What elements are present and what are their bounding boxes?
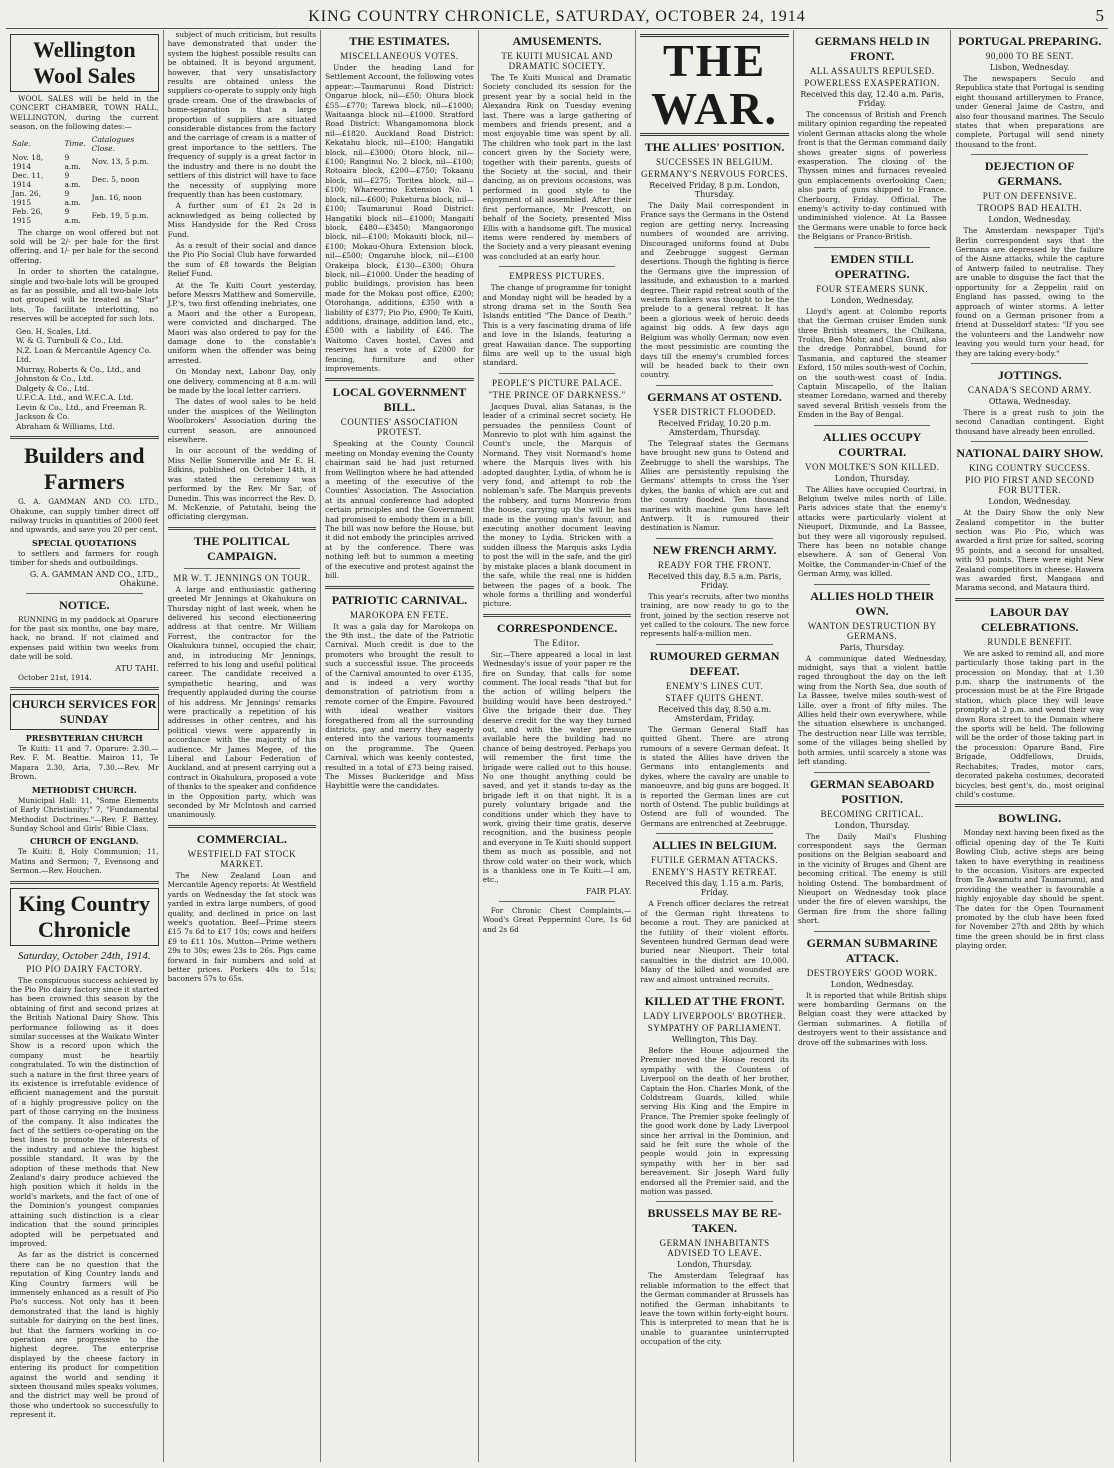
- peoples-body: Jacques Duval, alias Satanas, is the leader of a criminal secret society. He persuades the penniless Count of Monrevio to plot with him against the Count's uncle, the Marquis of Normand. They visit Normand's home where the Marquis lives with his adopted daughter, Lydia, of whom he is very fond, and attempt to rob the nobleman's safe. The Marquis prevents the robbery, and turns Monrevio from the house, carrying up the will he has made in the young man's favour, and executing another document leaving the money to Lydia. Stricken with a sudden illness the Marquis asks Lydia to post the will in the safe, and the girl by mistake places a blank document in the safe, while the real one is hidden between the pages of a book. The whole forms a thrilling and wonderful picture.: [482, 401, 632, 609]
- divider: [814, 425, 931, 426]
- emden-body: Lloyd's agent at Colombo reports that the German cruiser Emden sunk three British steamers, the Chilkana, Troilus, Ben Mohr, and Clan Grant, also the dredge Ponrabbel, bound for Tasmania, and captured the steamer Exford, 150 miles south-west of Cochin, on the south-west coast of India. Captain Miscapello, of the Italian steamer Loredano, warned and thereby saved several British vessels from the Emden in the Bay of Bengal.: [797, 306, 947, 420]
- commercial-heading: COMMERCIAL.: [196, 831, 288, 846]
- held-heading: GERMANS HELD IN FRONT.: [814, 34, 930, 63]
- divider: [499, 373, 616, 374]
- church-section-body: Te Kuiti: 8, Holy Communion; 11, Matins and Sermon; 7, Evensong and Sermon.—Rev. Houchen.: [10, 847, 159, 876]
- correspondence-signature: FAIR PLAY.: [586, 886, 632, 896]
- dateline: Received this day, 12.40 a.m. Paris, Friday.: [800, 90, 945, 108]
- rumoured-sub: ENEMY'S LINES CUT.: [666, 680, 764, 691]
- builders-ad: [10, 443, 159, 587]
- list-item: Levin & Co., Ltd., and Freeman R. Jackson & Co.: [16, 402, 147, 422]
- held-sub: ALL ASSAULTS REPULSED.: [809, 66, 935, 76]
- chronicle-date: Saturday, October 24th, 1914.: [17, 949, 151, 962]
- dateline: Received this day, 1.15 a.m. Paris, Friday.: [645, 879, 784, 898]
- divider: [814, 247, 931, 248]
- list-item: Geo. H. Scales, Ltd.: [16, 326, 92, 336]
- divider: [656, 1201, 773, 1202]
- local-govt-sub: COUNTIES' ASSOCIATION PROTEST.: [340, 417, 459, 438]
- wool-sales-para: In order to shorten the catalogue, single and two-bale lots will be grouped as far as possible, and all two-bale lots not grouped will be treated as "Star" lots. To facilitate interlotting, no reserves will be accepted for such lots.: [10, 267, 159, 324]
- rumoured-defeat: [640, 649, 789, 828]
- columns: [6, 30, 1108, 1462]
- war-body: The Daily Mail correspondent in France says the Germans in the Ostend region are getting nervy. Increasing numbers of wounded are arriving. Discouraged uniforms found at Dubs and Zeebrugge suggest German desertions. Though the fighting is fierce the Germans give the impression of lassitude, and exhaustion to a marked degree. Their rapid retreat south of the western flankers was thought to be the prelude to a general retreat. It has been a glorious week of heroic deeds against big odds. A few days ago Belgium was wholly German; now even the most pessimistic are counting the days till the enemy's crumbled forces will be headed back to their own country.: [640, 201, 789, 380]
- estimates-sub: MISCELLANEOUS VOTES.: [340, 51, 459, 61]
- dateline: Received Friday, 8 p.m. London, Thursday.: [649, 181, 780, 199]
- church-section-title: METHODIST CHURCH.: [31, 784, 137, 795]
- seaboard-heading: GERMAN SEABOARD POSITION.: [810, 776, 935, 806]
- catalogue-close: Dec. 5, noon: [91, 175, 140, 185]
- column-1: [6, 30, 164, 1462]
- local-para: In our account of the wedding of Miss Nellie Somerville and Mr E. H. Edkins, published on October 14th, it was stated the ceremony was performed by the Rev. Mr Sar, of Dunedin. This was incorrect the Rev. D. M. McKenzie, of Patutahi, being the officiating clergyman.: [167, 446, 317, 522]
- dejection-of-germans: [955, 159, 1104, 358]
- notice-date: October 21st, 1914.: [18, 672, 92, 682]
- divider: [26, 593, 143, 594]
- correspondence: [483, 621, 632, 896]
- church-section-body: Municipal Hall: 11, "Some Elements of Early Christianity;" 7, "Fundamental Methodist Doctrines."—Rev. F. Battey. Sunday School and Girls' Bible Class.: [10, 795, 159, 833]
- sale-time: 9 a.m.: [64, 152, 81, 171]
- notice: [10, 598, 159, 682]
- correspondence-heading: CORRESPONDENCE.: [496, 620, 618, 635]
- church-section-title: CHURCH OF ENGLAND.: [30, 836, 139, 847]
- amusements-body: The Te Kuiti Musical and Dramatic Society concluded its session for the present year by a social held in the Alexandra Rink on Tuesday evening last. There was a large gathering of members and friends present, and a most enjoyable time was spent by all. The children who took part in the last concert given by the Society were, together with their parents, guests of the Society at the social, and their dancing, as on previous occasions, was performed in good style to the enjoyment of all assembled. After their first performance, Mr Prescott, on behalf of the Society, presented Miss Ellis with a handsome gift. The musical items were rendered by members of the Society and a very pleasant evening was concluded at an early hour.: [482, 73, 632, 261]
- patriotic-carnival: [325, 593, 474, 791]
- editorial-para: The conspicuous success achieved by the Pio Pio dairy factory since it started has been crowned this season by the obtaining of first and second prizes at the British National Dairy Show. This performance following as it does similar successes at the Waikato Winter Show is a record upon which the company must be heartily congratulated. To win the distinction of such a nature in the first three years of its existence is irrefutable evidence of efficient management and the pursuit of a highly progressive policy on the part of those carrying on the business of the company. It also indicates the fact of the settlers co-operating on the best lines to promote the interests of the industry and achieve the highest possible standard. It was by the adoption of these methods that New Zealand's dairy produce achieved the high position which it holds in the world's markets, and the fact of one of the Dominion's youngest companies attaining such distinction is a clear indication that the sound principles adopted will be perpetuated and improved.: [10, 975, 159, 1248]
- divider: [499, 901, 616, 902]
- submarine-sub: DESTROYERS' GOOD WORK.: [806, 967, 938, 978]
- emden-sub: FOUR STEAMERS SUNK.: [816, 283, 929, 294]
- new-french-army: [640, 543, 789, 639]
- killed-heading: KILLED AT THE FRONT.: [644, 993, 785, 1008]
- divider: [168, 825, 317, 828]
- peoples-picture-palace: [483, 378, 632, 609]
- brussels-sub: GERMAN INHABITANTS ADVISED TO LEAVE.: [659, 1238, 770, 1259]
- local-para: As a result of their social and dance the Pio Pio Social Club have forwarded the sum of £8 towards the Belgian Relief Fund.: [167, 240, 317, 279]
- seaboard-sub: BECOMING CRITICAL.: [820, 808, 924, 819]
- dateline: London, Wednesday.: [830, 295, 914, 305]
- dejection-body: The Amsterdam newspaper Tijd's Berlin correspondent says that the Germans are depressed by the failure of the Aisne attacks, while the capture of Antwerp failed to neutralise. They are unable to disguise the fact that the opportunity for a Zeppelin raid on England has passed, owing to the approach of winter storms. A letter found on a German prisoner from a friend at Dusseldorf states: "If you see the volunteers and the Landwehr now leaving you would turn your head, for they are taking every-body.": [955, 226, 1105, 358]
- list-item: N.Z. Loan & Mercantile Agency Co. Ltd.: [16, 345, 152, 365]
- labour-body: We are asked to remind all, and more particularly those taking part in the procession on Monday, that at 1.30 p.m. sharp the instruments of the procession must be at the Fire Brigade station, which place they will leave promptly at 2 p.m. and wend their way down Rora street to the Domain where the sports will be held. The following will be the order of those taking part in the procession: Oparure Band, Fire Brigade, Oddfellows, Druids, Rechabites, Trades, motor cars, decorated pakeha costumes, decorated bicycles, best gent's, do., most original child's costume.: [955, 648, 1105, 799]
- table-row: [10, 153, 159, 171]
- sale-date: Nov. 18, 1914: [12, 152, 44, 171]
- masthead-title: KING COUNTRY CHRONICLE, SATURDAY, OCTOBER 24, 1914: [308, 8, 806, 25]
- killed-at-front: [640, 994, 789, 1197]
- wool-sales-heading: Wellington Wool Sales: [10, 34, 159, 92]
- patriotic-sub: MAROKOPA EN FETE.: [349, 609, 449, 620]
- brussels-body: The Amsterdam Telegraaf has reliable information to the effect that the German commander at Brussels has notified the German inhabitants to leave the town within forty-eight hours. This is interpreted to mean that he is unable to guarantee uninterrupted occupation of the city.: [640, 1271, 789, 1347]
- catalogue-close: Jan. 16, noon: [91, 193, 142, 203]
- page-number: 5: [1095, 6, 1104, 25]
- ostend-heading: GERMANS AT OSTEND.: [647, 389, 782, 404]
- special-heading: SPECIAL QUOTATIONS: [32, 537, 137, 548]
- jottings: [955, 368, 1104, 436]
- submarine-body: It is reported that while British ships were bombarding Germans on the Belgian coast they were attacked by German submarines. A flotilla of destroyers went to their assistance and drove off the submarines with loss.: [797, 990, 947, 1047]
- column-2: [164, 30, 322, 1462]
- dairy-sub: KING COUNTRY SUCCESS.: [969, 463, 1091, 474]
- builders-body: G. A. GAMMAN AND CO. LTD., Ohakune, can supply timber direct off railway trucks in quantities of 2000 feet and upwards, and save you 20 per cent.: [10, 497, 159, 535]
- political-campaign: [168, 534, 317, 820]
- killed-sub2: SYMPATHY OF PARLIAMENT.: [647, 1022, 782, 1033]
- dejection-heading: DEJECTION OF GERMANS.: [984, 159, 1075, 189]
- seaboard-body: The Daily Mail's Flushing correspondent says the German positions on the Belgian seaboard and in the vicinity of Bruges and Ghent are becoming critical. The enemy is still holding Ostend. The bombardment of Nieuport on Wednesday took place under the fire of eleven warships, the German fire from the shore falling short.: [797, 831, 947, 926]
- belgium-sub: FUTILE GERMAN ATTACKS.: [651, 855, 779, 866]
- portugal-body: The newspapers Seculo and Republica state that Portugal is sending eight thousand artillerymen to France, under General Jaime de Castro, and also four thousand marines. The Seculo states that when preparations are complete, Portugal will send ninety thousand to the front.: [955, 74, 1105, 149]
- germans-at-ostend: [640, 390, 789, 533]
- sale-time: 9 a.m.: [64, 188, 81, 207]
- editorial-title: PIO PIO DAIRY FACTORY.: [26, 963, 143, 974]
- germans-held: [798, 34, 947, 242]
- emden-heading: EMDEN STILL OPERATING.: [830, 251, 914, 281]
- dateline: London, Wednesday.: [988, 215, 1072, 225]
- peoples-sub: "THE PRINCE OF DARKNESS.": [488, 389, 626, 400]
- new-army-sub: READY FOR THE FRONT.: [657, 559, 772, 570]
- brussels-retaken: [640, 1206, 789, 1346]
- political-body: A large and enthusiastic gathering greeted Mr Jennings at Okahukura on Thursday night of last week, when he delivered his second electioneering address at that centre. Mr William Forrest, the contractor for the Okahukura tunnel, occupied the chair, and, in introducing Mr Jennings, referred to his long and useful political career. The candidate received a sympathetic hearing, and was frequently applauded during the course of his address. Mr Jennings' remarks were practically a repetition of his addresses in other centres, and his political views were apparently in accordance with the majority of his audience. Mr James Megee, of the Liberal and Labour Federation of Auckland, and at present carrying out a contract in Okahukura, proposed a vote of thanks to the speaker and confidence in the Opposition party, which was seconded by Mr McIntosh and carried unanimously.: [167, 584, 317, 820]
- sale-date: Feb. 26, 1915: [12, 206, 43, 225]
- divider: [971, 363, 1088, 364]
- dairy-sub2: PIO PIO FIRST AND SECOND FOR BUTTER.: [965, 475, 1095, 496]
- list-item: Dalgety & Co., Ltd.: [16, 383, 90, 393]
- catalogue-close: Feb. 19, 5 p.m.: [91, 211, 149, 221]
- dateline: Paris, Thursday.: [839, 642, 905, 652]
- commercial-sub: WESTFIELD FAT STOCK MARKET.: [187, 848, 297, 869]
- table-row: [10, 171, 159, 189]
- divider: [10, 881, 159, 884]
- estimates-heading: THE ESTIMATES.: [349, 34, 450, 48]
- political-sub: MR W. T. JENNINGS ON TOUR.: [173, 572, 311, 583]
- war-news: [640, 34, 789, 380]
- builders-signature: G. A. GAMMAN AND CO., LTD., Ohakune.: [29, 569, 159, 588]
- allies-in-belgium: [640, 838, 789, 984]
- rumoured-body: The German General Staff has quitted Ghent. There are strong rumours of a severe German defeat. It is stated the Allies have driven the Germans into entanglements and dykes, where the cavalry are unable to manoeuvre, and big guns are bogged. It is reported the German lines are cut north of Ostend. The public buildings at Ostend are full of wounded. The Germans are entrenched at Zeebrugge.: [640, 724, 789, 828]
- dateline: Lisbon, Wednesday.: [990, 63, 1070, 72]
- divider: [656, 833, 773, 834]
- divider: [955, 804, 1104, 807]
- column-3: [321, 30, 479, 1462]
- new-army-body: This year's recruits, after two months training, are now ready to go to the front, joined by the section reserve not yet called to the colours. The new force represents half-a-million men.: [640, 591, 789, 639]
- table-row: [10, 189, 159, 207]
- occupy-sub: VON MOLTKE'S SON KILLED.: [805, 461, 940, 472]
- bowling-body: Monday next having been fixed as the official opening day of the Te Kuiti Bowling Club, active steps are being taken to have everything in readiness to the occasion. Visitors are expected from Te Awamutu and Taumarunui, and providing the weather is favourable a highly enjoyable day should be spent. The dates for the Open Tournament promoted by the club have been fixed for November 27th and 28th by which time the green should be in first class playing order.: [955, 828, 1105, 951]
- divider: [10, 436, 159, 439]
- dairy-heading: NATIONAL DAIRY SHOW.: [956, 446, 1104, 461]
- sales-header: Time.: [64, 139, 86, 149]
- special-body: to settlers and farmers for rough timber for sheds and outbuildings.: [10, 548, 159, 568]
- political-heading: THE POLITICAL CAMPAIGN.: [194, 533, 290, 563]
- rumoured-sub2: STAFF QUITS GHENT.: [665, 692, 764, 703]
- list-item: Abraham & Williams, Ltd.: [16, 421, 115, 431]
- peppermint-cure-ad: For Chronic Chest Complaints,—Wood's Great Peppermint Cure, 1s 6d and 2s 6d: [482, 905, 632, 934]
- correspondence-to: The Editor.: [534, 637, 581, 648]
- amusements: [483, 34, 632, 261]
- divider: [656, 644, 773, 645]
- portugal-preparing: [955, 34, 1104, 149]
- catalogue-close: Nov. 13, 5 p.m.: [91, 157, 149, 167]
- sales-header: Catalogues Close.: [91, 134, 135, 153]
- dateline: Received this day, 8.50 a.m. Amsterdam, Friday.: [657, 704, 772, 723]
- dateline: London, Wednesday.: [988, 497, 1072, 507]
- jottings-sub: CANADA'S SECOND ARMY.: [967, 384, 1092, 395]
- correspondence-body: Sir,—There appeared a local in last Wednesday's issue of your paper re the fire on Sunday, that calls for some comment. The local reads "that but for the action of willing helpers the building would have been destroyed." Give the brigade their due. They deserve credit for the way they turned out, and with the water pressure available here the building had no chance of being destroyed. Perhaps you will remember the first time the brigade were called out to this house. No one thought anything could be saved, and yet it stands to-day as the brigade left it on that night. It is a purely voluntary brigade and the conditions under which they have to work, giving their time gratis, deserve recognition, and the business people and everyone in Te Kuiti should support them as much as possible, and not throw cold water on their work, which is a thankless one in Te Kuiti.—I am, etc.,: [482, 649, 632, 885]
- patriotic-heading: PATRIOTIC CARNIVAL.: [331, 592, 468, 607]
- portugal-sub: 90,000 TO BE SENT.: [985, 51, 1074, 61]
- rumoured-heading: RUMOURED GERMAN DEFEAT.: [649, 648, 780, 678]
- table-row: [10, 207, 159, 225]
- dateline: London, Wednesday.: [830, 979, 914, 989]
- killed-body: Before the House adjourned the Premier moved the House record its sympathy with the Countess of Liverpool on the death of her brother, Captain the Hon. Charles Monk, of the Coldstream Guards, killed while serving His King and the Empire in France. The Premier spoke feelingly of the good work done by Lady Liverpool since her arrival in the Dominion, and said he felt sure the whole of the people would join in expressing sympathy with her in her sad bereavement. Sir Joseph Ward fully endorsed all the Premier said, and the motion was passed.: [640, 1045, 789, 1197]
- notice-heading: NOTICE.: [59, 597, 110, 612]
- wool-sales-ad: [10, 34, 159, 431]
- commercial: [168, 832, 317, 984]
- divider: [184, 568, 301, 569]
- war-sub2: SUCCESSES IN BELGIUM.: [655, 157, 774, 167]
- list-item: W. & G. Turnbull & Co., Ltd.: [16, 336, 124, 346]
- notice-signature: ATU TAHI.: [115, 663, 159, 673]
- belgium-heading: ALLIES IN BELGIUM.: [652, 838, 777, 853]
- empress-heading: EMPRESS PICTURES.: [509, 271, 605, 282]
- allies-hold-own: [798, 589, 947, 767]
- dateline: Ottawa, Wednesday.: [988, 396, 1071, 406]
- firm-list: [10, 327, 159, 432]
- new-army-heading: NEW FRENCH ARMY.: [652, 542, 777, 557]
- amusements-heading: AMUSEMENTS.: [512, 34, 602, 48]
- column-5: [636, 30, 794, 1462]
- labour-day: [955, 605, 1104, 800]
- allies-occupy-courtrai: [798, 430, 947, 579]
- dateline: Wellington, This Day.: [671, 1034, 758, 1044]
- church-services: [10, 694, 159, 875]
- bowling-heading: BOWLING.: [998, 811, 1062, 826]
- national-dairy-show: [955, 446, 1104, 593]
- divider: [971, 154, 1088, 155]
- local-para: subject of much criticism, but results have demonstrated that under the system the highest possible results can be obtained. It is beyond argument, however, that very unsatisfactory results are obtained unless the suppliers co-operate to supply only high grade cream. One of the drawbacks of home-separation is that a large proportion of suppliers are situated considerable distances from the factory and the carriage of cream is a matter of great importance to the settlers. The frequency of supply is a great factor in the industry and there is no doubt the settlers of this district will have to face the necessity of supplying more frequently than has been customary.: [167, 30, 317, 199]
- church-section-title: PRESBYTERIAN CHURCH: [25, 733, 143, 744]
- war-sub3: GERMANY'S NERVOUS FORCES.: [641, 169, 789, 179]
- divider: [168, 527, 317, 530]
- estimates: [325, 34, 474, 373]
- labour-heading: LABOUR DAY CELEBRATIONS.: [981, 604, 1079, 634]
- divider: [656, 385, 773, 386]
- jottings-body: There is a great rush to join the second Canadian contingent. Eight thousand have already been enrolled.: [955, 407, 1105, 436]
- local-notes: [168, 30, 317, 522]
- divider: [325, 586, 474, 589]
- divider: [814, 931, 931, 932]
- patriotic-body: It was a gala day for Marokopa on the 9th inst., the date of the Patriotic Carnival. Much credit is due to the promoters who brought the result to such a successful issue. The proceeds of the Carnival amounted to over £135, and is indeed a very worthy demonstration of patriotism from a remote corner of the Empire. Favoured with ideal weather visitors foregathered from all the surrounding districts, gay and merry they eagerly entered into the various tournaments on the programme. The Queen Carnival, which was keenly contested, resulted in a total of £73 being raised. The Misses Buckeridge and Miss Haybittle were the candidates.: [325, 621, 474, 791]
- divider: [325, 378, 474, 381]
- sale-time: 9 a.m.: [64, 206, 81, 225]
- masthead: [6, 4, 1108, 29]
- notice-body: RUNNING in my paddock at Oparure for the past six months, one bay mare, hack, no brand. If not claimed and expenses paid within two weeks from date will be sold.: [10, 614, 159, 662]
- dairy-body: At the Dairy Show the only New Zealand competitor in the butter section was Pio Pio, which was awarded a first prize for salted, scoring 95 points, and a second for unsalted, with 93 points. There were eight New Zealand competitors in cheese. Hawera was awarded first, Mangaoa and Marama second, and Mataura third.: [955, 508, 1105, 593]
- dejection-sub2: TROOPS BAD HEALTH.: [977, 203, 1082, 214]
- ostend-body: The Telegraaf states the Germans have brought new guns to Ostend and Zeebrugge to shell the warships. The Allies are persistently repulsing the Germans' attempts to cross the Yser dykes, the banks of which are cut and the country flooded. Ten thousand marines with machine guns have left Antwerp. It is rumoured their destination is Namur.: [640, 438, 789, 533]
- local-government-bill: [325, 385, 474, 580]
- church-section-body: Te Kuiti: 11 and 7. Oparure: 2.30.—Rev. F. M. Beattie. Mairoa 11, Te Mapara 2.30, Aria, 7.30.—Rev. Mr Brown.: [10, 744, 159, 782]
- local-para: The dates of wool sales to be held under the auspices of the Wellington Woolbrokers' Association during the current season, are announced elsewhere.: [167, 397, 317, 445]
- wool-sales-para: The charge on wool offered but not sold will be 2/- per bale for the first offering, and 1/- per bale for the second offering.: [10, 227, 159, 265]
- peoples-heading: PEOPLE'S PICTURE PALACE.: [491, 377, 623, 388]
- column-7: [951, 30, 1108, 1462]
- german-seaboard: [798, 777, 947, 926]
- divider: [483, 614, 632, 617]
- divider: [656, 538, 773, 539]
- local-para: At the Te Kuiti Court yesterday, before Messrs Matthew and Somerville, J.P.'s, two first offending inebriates, one a Maori and the other a European, were convicted and discharged. The Maori was also ordered to pay for the damage done to the constable's uniform when the offender was being arrested.: [167, 280, 317, 365]
- divider: [814, 584, 931, 585]
- german-submarine: [798, 936, 947, 1047]
- sales-header: Sale.: [12, 139, 31, 149]
- local-para: A further sum of £1 2s 2d is acknowledged as being collected by Miss Handyside for the Red Cross Fund.: [167, 201, 317, 239]
- jottings-heading: JOTTINGS.: [997, 367, 1062, 382]
- column-4: [479, 30, 637, 1462]
- builders-heading: Builders and Farmers: [24, 443, 145, 495]
- dateline: London, Thursday.: [834, 820, 910, 830]
- hold-body: A communique dated Wednesday, midnight, says that a violent battle raged throughout the day on the left wing from the North Sea, due south of La Bassee, twelve miles south-west of Lille, over a front of fifty miles. The Allies held their own everywhere, while the situation elsewhere is unchanged. The destruction near Lille was terrible, some of the villages being shelled by both armies, until scarcely a stone was left standing.: [797, 653, 947, 767]
- commercial-body: The New Zealand Loan and Mercantile Agency reports: At Westfield yards on Wednesday the fat stock was yarded in extra large numbers, of good quality, and declined in price on last week's quotation. Beef—Prime steers £15 7s 6d to £17 10s; cows and heifers £9 to £11 10s. Mutton—Prime wethers 29s to 30s; ewes 23s to 26s. Pigs came forward in fair numbers and sold at better prices. Porkers 40s to 51s; baconers 57s to 65s.: [167, 870, 317, 984]
- sale-date: Dec. 11, 1914: [12, 170, 44, 189]
- empress-pictures: [483, 271, 632, 368]
- brussels-heading: BRUSSELS MAY BE RE-TAKEN.: [647, 1206, 782, 1236]
- dateline: Received this day, 8.5 a.m. Paris, Friday.: [647, 571, 782, 590]
- held-sub2: POWERLESS EXASPERATION.: [804, 78, 940, 88]
- column-6: [794, 30, 952, 1462]
- bowling: [955, 811, 1104, 950]
- submarine-heading: GERMAN SUBMARINE ATTACK.: [806, 935, 938, 965]
- divider: [814, 772, 931, 773]
- estimates-body: Under the heading Land for Settlement Account, the following votes appear:—Taumarunui Road District: Ongarue block, nil—£50; Ohura block £55—£770; Tarewa block, nil—£1000; Waitaanga block nil—£1000. Stratford Road District: Whangamomona block nil—£1820. Auckland Road District: Kekatahu block, nil—£100; Hangatiki block, nil—£3000; Otoro block, nil—£100; Ranginui No. 2 block, nil—£100; Rotoaira block, £200—£750; Tokaanu block, nil—£275; Toriteа block, nil—£100; Whareorino Extension No. 1 block, nil—£600; Puketurua block, nil—£100; Taumarunui Road District: Hangatiki block nil—£1000; Mangaiti block, £480—£3450; Mangaorongo block, nil—£100; Mokauiti block, nil—£100; Mokau-Ohura Extension block, nil—£500; Ongaruhe block, nil—£100 Orakeipa block, £130—£300; Ohura block, nil—£1000. Under the heading of public buildings, provision has been made for the Mokau post office, £200; Otorohanga, additions, £350 with a liability of £377; Pio Pio, £900; Te Kuiti, additions, drainage, addition land, etc., £500 with a liability of £46. The Waitomo Caves hostel, Caves and reserves has a vote of £2000 for fencing, furniture and other improvements.: [325, 63, 474, 373]
- sale-time: 9 a.m.: [64, 170, 81, 189]
- dateline: Received Friday, 10.20 p.m. Amsterdam, Thursday.: [658, 418, 772, 437]
- occupy-body: The Allies have occupied Courtrai, in Belgium twelve miles north of Lille. Paris advices state that the enemy's attacks were particularly violent at Nieuport, Dixmunde, and La Bassee, but they were all vigorously repulsed. There has been no notable change elsewhere. A son of General Von Moltke, the Commander-in-Chief of the German Army, was killed.: [797, 484, 947, 579]
- list-item: Murray, Roberts & Co., Ltd., and Johnston & Co., Ltd.: [16, 364, 141, 384]
- local-govt-body: Speaking at the County Council meeting on Monday evening the County chairman said he had just returned from Wellington where he had attended a meeting of the executive of the Counties' Association. The Association at its annual conference had adopted certain principles and the Government had promised to embody them in a bill. The bill was now before the House, but it did not embody the principles arrived at by the conference. There was nothing left but to summon a meeting of the executive and protest against the bill.: [325, 439, 474, 581]
- divider: [10, 687, 159, 690]
- wool-sales-intro: WOOL SALES will be held in the CONCERT CHAMBER, TOWN HALL, WELLINGTON, during the current season, on the following dates:—: [10, 94, 159, 132]
- belgium-body: A French officer declares the retreat of the German right threatens to become a rout. They are panicked at the futility of their violent efforts. Seventeen hundred German dead were buried near Nieuport. Their total casualties in the district are 10,000. Many of the killed and wounded are raw and almost untrained recruits.: [640, 899, 789, 984]
- chronicle-heading: King Country Chronicle: [10, 888, 159, 946]
- sale-date: Jan. 26, 1915: [12, 188, 42, 207]
- editorial-para: As far as the district is concerned there can be no question that the reputation of King Country lands and King Country farmers will be immensely enhanced as a result of Pio Pio's success. Not only has it been demonstrated that the land is highly suitable for dairying on the best lines, but that the farmers working in co-operation are progressive to the highest degree. The enterprise displayed by the cheese factory in entering its product for competition against the world and sending it sixteen thousand miles speaks volumes, and the district may well be proud of those who undertook so successfully to represent it.: [10, 1250, 159, 1420]
- hold-sub: WANTON DESTRUCTION BY GERMANS.: [807, 620, 937, 641]
- divider: [971, 441, 1088, 442]
- local-govt-heading: LOCAL GOVERNMENT BILL.: [332, 385, 467, 415]
- ostend-sub: YSER DISTRICT FLOODED.: [653, 406, 777, 417]
- hold-heading: ALLIES HOLD THEIR OWN.: [810, 588, 935, 618]
- portugal-heading: PORTUGAL PREPARING.: [958, 34, 1102, 48]
- dejection-sub: PUT ON DEFENSIVE.: [982, 191, 1077, 202]
- divider: [656, 989, 773, 990]
- belgium-sub2: ENEMY'S HASTY RETREAT.: [652, 867, 778, 878]
- chronicle-editorial: [10, 888, 159, 1420]
- war-heading: THE WAR.: [640, 34, 789, 136]
- labour-sub: RUNDLE BENEFIT.: [987, 636, 1073, 647]
- divider: [499, 266, 616, 267]
- empress-body: The change of programme for tonight and Monday night will be headed by a strong drama set in the South Sea Islands entitled "The Dance of Death." This is a very fascinating drama of life and love in the Islands, featuring a great Hawaiian dance. The supporting films are well up to the usual high standard.: [482, 283, 632, 368]
- emden: [798, 252, 947, 420]
- local-para: On Monday next, Labour Day, only one delivery, commencing at 8 a.m. will be made by the local letter carriers.: [167, 367, 317, 396]
- wool-sales-table: [10, 135, 159, 225]
- dateline: London, Thursday.: [677, 1260, 753, 1270]
- occupy-heading: ALLIES OCCUPY COURTRAI.: [823, 429, 922, 459]
- list-item: U.F.C.A. Ltd., and W.F.C.A. Ltd.: [16, 393, 134, 403]
- dateline: London, Thursday.: [834, 473, 910, 483]
- church-heading: CHURCH SERVICES FOR SUNDAY: [10, 694, 159, 730]
- amusements-sub: TE KUITI MUSICAL AND DRAMATIC SOCIETY.: [501, 51, 613, 71]
- held-body: The concensus of British and French military opinion regarding the repeated violent German attacks along the whole front is that the German command daily shows greater signs of powerless exasperation. The closing of the Thyssen mines and furnaces revealed gun emplacements overlooking Caen; also parts of guns shipped to France. Cherbourg, Friday. Official. The enemy's activity to-day continued with undiminished violence. At La Bassee the Germans were unable to force back the Belgians or Franco-British.: [797, 110, 947, 242]
- divider: [955, 598, 1104, 601]
- war-sub: THE ALLIES' POSITION.: [644, 140, 785, 154]
- killed-sub: LADY LIVERPOOLS' BROTHER.: [643, 1010, 786, 1021]
